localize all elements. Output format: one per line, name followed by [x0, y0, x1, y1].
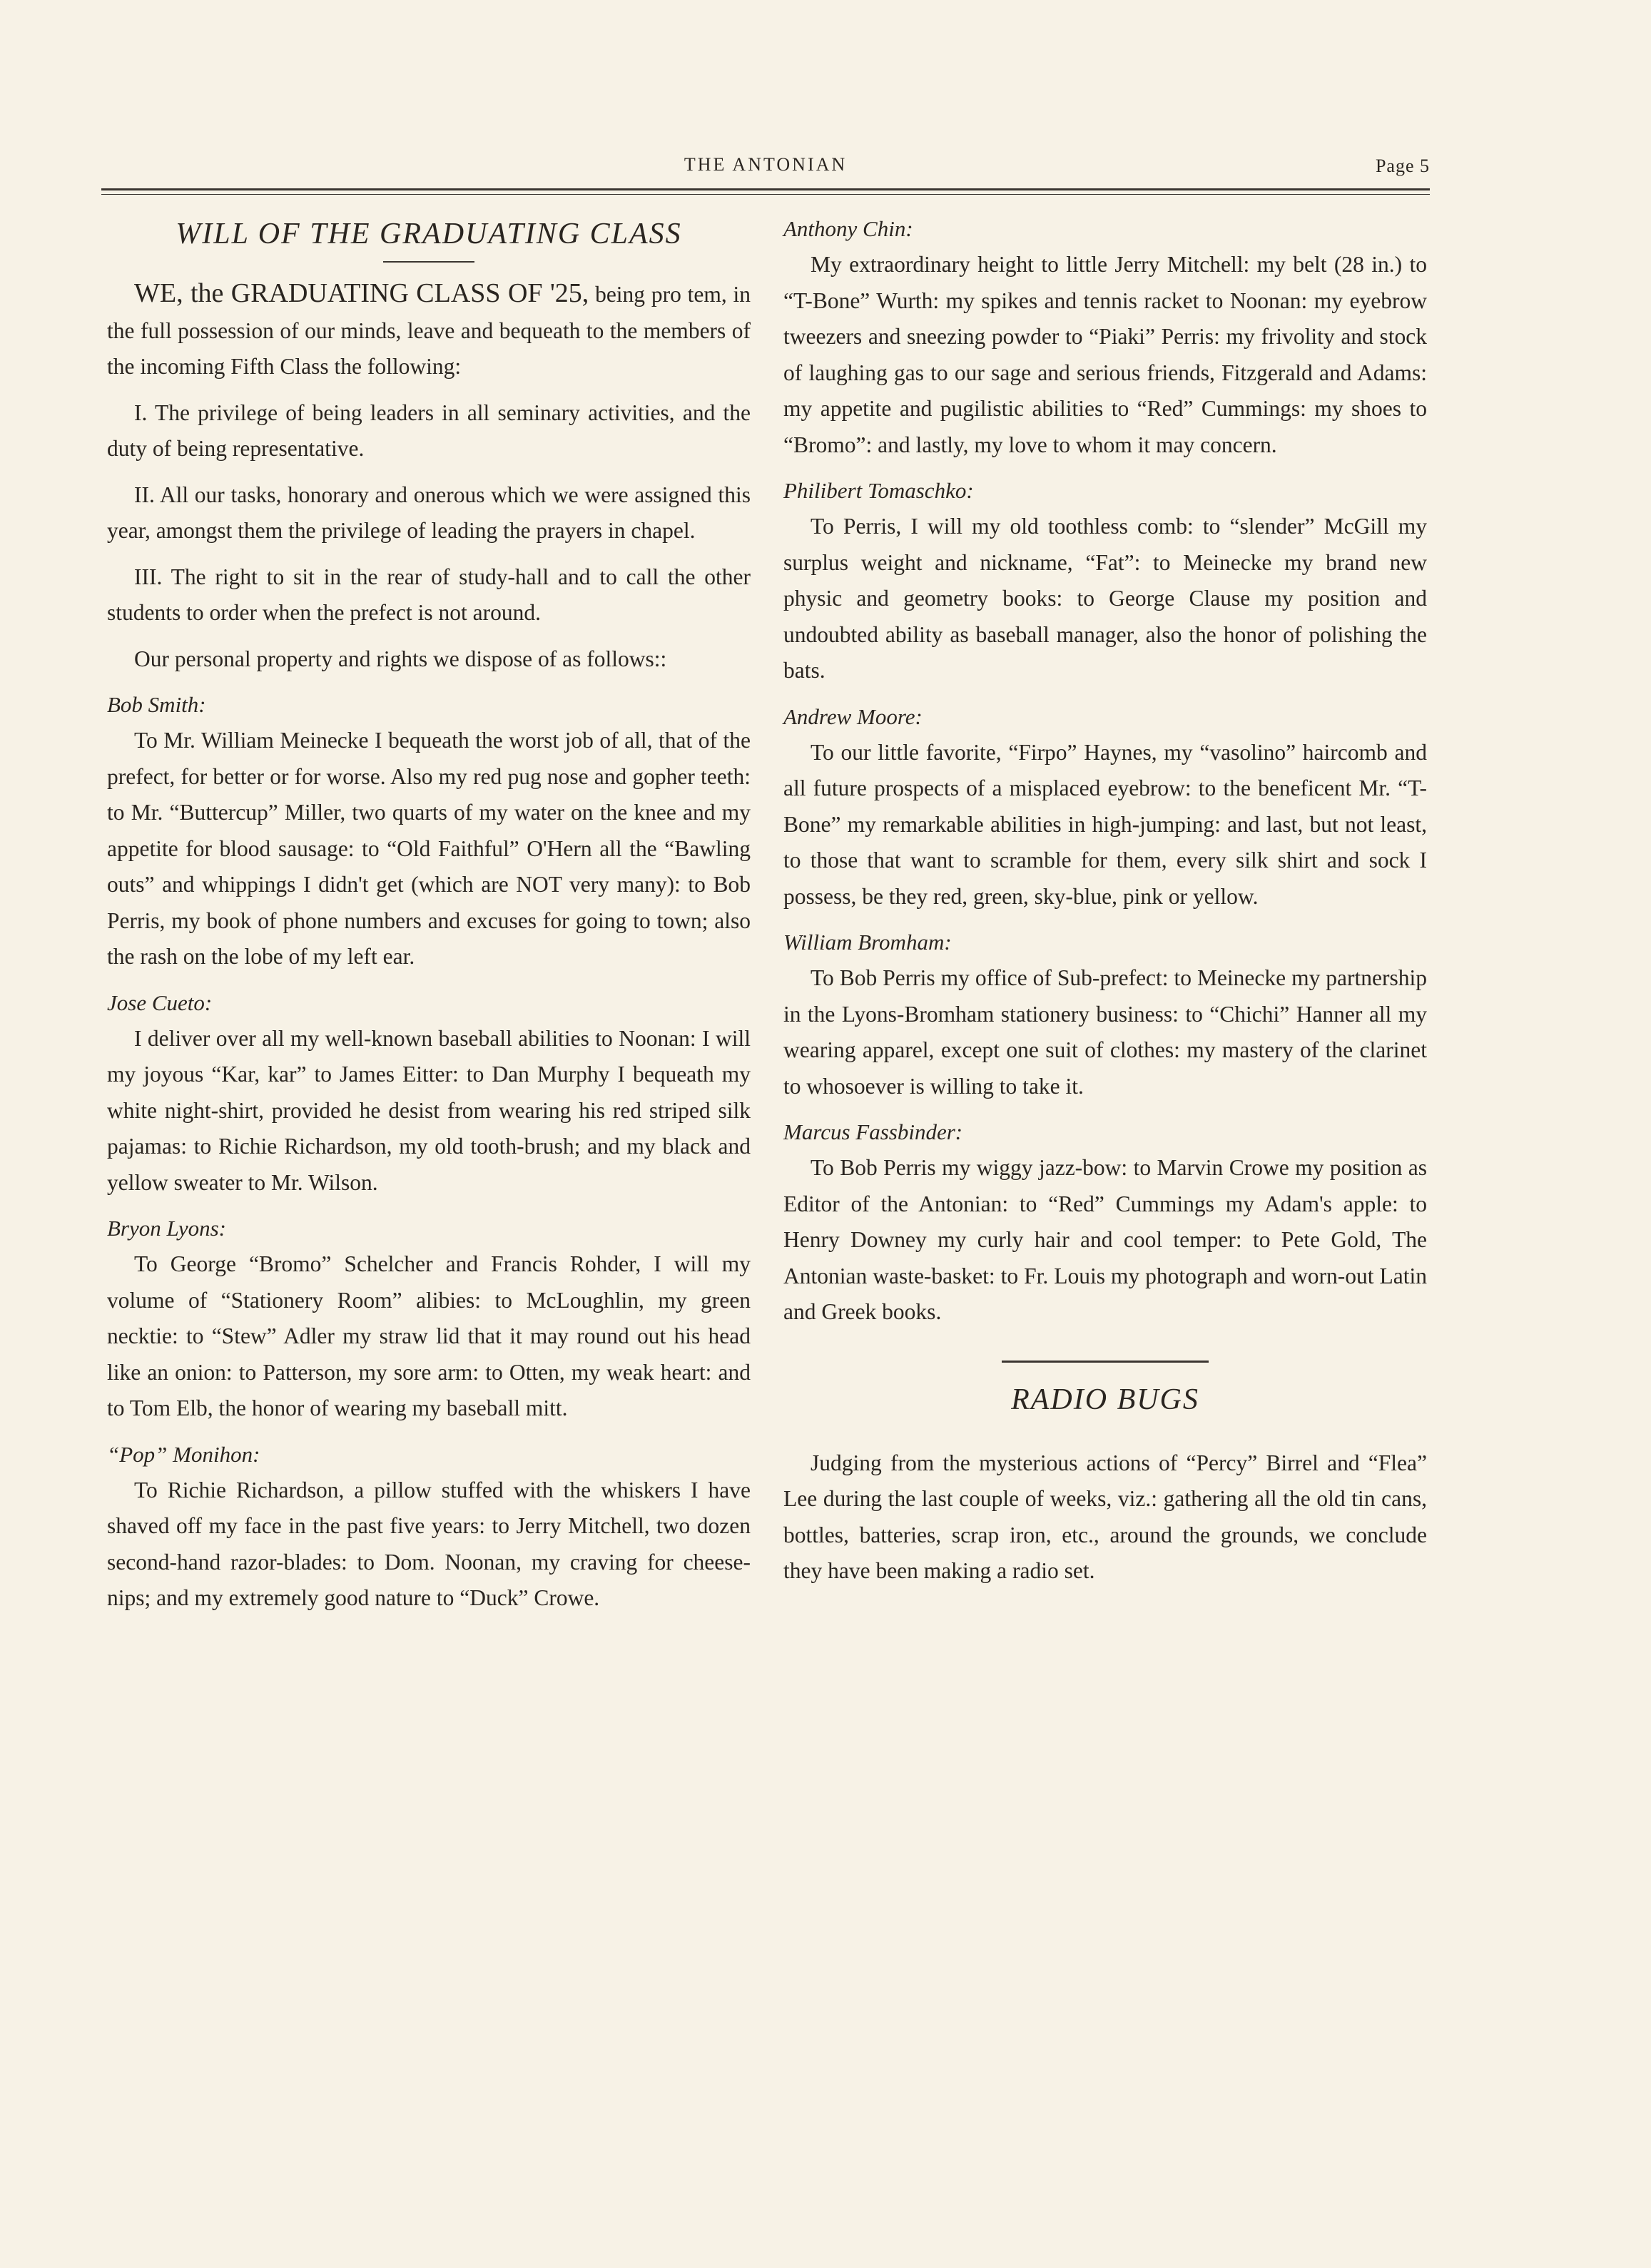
radio-bugs-title: RADIO BUGS: [1011, 1383, 1199, 1416]
header-rule-thin: [101, 194, 1430, 195]
page-number: Page 5: [1375, 156, 1430, 176]
left-column: [107, 211, 751, 1617]
entry-name: Marcus Fassbinder:: [783, 1119, 963, 1144]
entry-name: Jose Cueto:: [107, 990, 213, 1015]
radio-bugs-text: Judging from the mysterious actions of “Percy” Birrel and “Flea” Lee during the last couple of weeks, viz.: gathering all the old tin cans, bottles, batteries, scrap iron, etc., around the grounds, we conclude they have been making a radio set.: [783, 1450, 1427, 1583]
will-intro-lead: WE, the GRADUATING CLASS OF '25,: [134, 278, 589, 308]
will-intro: [107, 275, 751, 385]
section-divider: [1002, 1361, 1209, 1363]
entry-name: Philibert Tomaschko:: [783, 478, 974, 503]
will-intro-rest: being pro tem, in the full possession of our minds, leave and bequeath to the members of the incoming Fifth Class the following:: [107, 282, 751, 379]
entry-name: Anthony Chin:: [783, 216, 913, 241]
entry-text: To our little favorite, “Firpo” Haynes, my “vasolino” haircomb and all future prospects of a misplaced eyebrow: to the beneficent Mr. “T-Bone” my remarkable abilities in high-jumping: and last, but not least, to those that want to scramble for them, every silk shirt and sock I possess, be they red, green, sky-blue, pink or yellow.: [783, 739, 1427, 909]
will-personal: Our personal property and rights we dispose of as follows::: [134, 646, 667, 671]
entry-text: To Perris, I will my old toothless comb: to “slender” McGill my surplus weight and nickname, “Fat”: to Meinecke my brand new physic and geometry books: to George Clause my position and undoubted ability as baseball manager, also the honor of polishing the bats.: [783, 514, 1427, 683]
entry-text: To George “Bromo” Schelcher and Francis Rohder, I will my volume of “Stationery Room” alibies: to McLoughlin, my green necktie: to “Stew” Adler my straw lid that it may round out his head like an onion: to Patterson, my sore arm: to Otten, my weak heart: and to Tom Elb, the honor of wearing my baseball mitt.: [107, 1251, 751, 1420]
entry-text: To Richie Richardson, a pillow stuffed with the whiskers I have shaved off my face in the past five years: to Jerry Mitchell, two dozen second-hand razor-blades: to Dom. Noonan, my craving for cheese-nips; and my extremely good nature to “Duck” Crowe.: [107, 1477, 751, 1610]
will-title: WILL OF THE GRADUATING CLASS: [176, 218, 682, 250]
entry-name: Andrew Moore:: [783, 703, 923, 729]
entry-text: My extraordinary height to little Jerry Mitchell: my belt (28 in.) to “T-Bone” Wurth: my spikes and tennis racket to Noonan: my eyebrow tweezers and sneezing powder to “Piaki” Perris: my frivolity and stock of laughing gas to our sage and serious friends, Fitzgerald and Adams: my appetite and pugilistic abilities to “Red” Cummings: my shoes to “Bromo”: and lastly, my love to whom it may concern.: [783, 252, 1427, 457]
entry-name: “Pop” Monihon:: [107, 1441, 260, 1467]
will-item-2: II. All our tasks, honorary and onerous which we were assigned this year, amongst them the privilege of leading the prayers in chapel.: [107, 482, 751, 543]
entry-text: To Bob Perris my wiggy jazz-bow: to Marvin Crowe my position as Editor of the Antonian: to “Red” Cummings my Adam's apple: to Henry Downey my curly hair and cool temper: to Pete Gold, The Antonian waste-basket: to Fr. Louis my photograph and worn-out Latin and Greek books.: [783, 1155, 1427, 1324]
entry-name: Bob Smith:: [107, 692, 206, 717]
publication-title: THE ANTONIAN: [684, 154, 848, 175]
page-header: [101, 150, 1430, 185]
will-item-3: III. The right to sit in the rear of study-hall and to call the other students to order when the prefect is not around.: [107, 564, 751, 625]
entry-text: To Bob Perris my office of Sub-prefect: to Meinecke my partnership in the Lyons-Bromham stationery business: to “Chichi” Hanner all my wearing apparel, except one suit of clothes: my mastery of the clarinet to whosoever is willing to take it.: [783, 965, 1427, 1099]
header-rule-thick: [101, 188, 1430, 190]
will-item-1: I. The privilege of being leaders in all seminary activities, and the duty of being representative.: [107, 400, 751, 461]
entry-text: To Mr. William Meinecke I bequeath the worst job of all, that of the prefect, for better or for worse. Also my red pug nose and gopher teeth: to Mr. “Buttercup” Miller, two quarts of my water on the knee and my appetite for blood sausage: to “Old Faithful” O'Hern all the “Bawling outs” and whippings I didn't get (which are NOT very many): to Bob Perris, my book of phone numbers and excuses for going to town; also the rash on the lobe of my left ear.: [107, 728, 751, 969]
entry-name: William Bromham:: [783, 930, 952, 955]
entry-name: Bryon Lyons:: [107, 1216, 226, 1241]
entry-text: I deliver over all my well-known baseball abilities to Noonan: I will my joyous “Kar, kar” to James Eitter: to Dan Murphy I bequeath my white night-shirt, provided he desist from wearing his red striped silk pajamas: to Richie Richardson, my old tooth-brush; and my black and yellow sweater to Mr. Wilson.: [107, 1025, 751, 1195]
right-column: [783, 211, 1427, 1590]
title-divider: [383, 261, 474, 263]
